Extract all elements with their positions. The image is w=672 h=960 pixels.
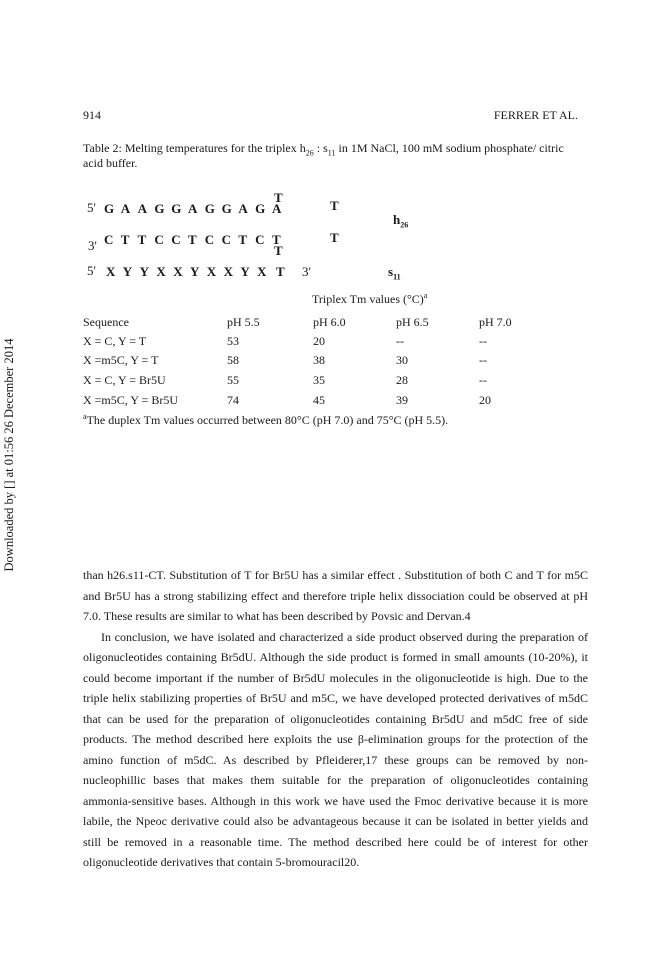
- table-cell-ph65: 30: [396, 353, 408, 367]
- strand3-base: X: [257, 264, 267, 279]
- page-number: 914: [83, 108, 101, 122]
- caption-suffix: in 1M NaCl, 100 mM sodium phosphate/ citric acid buffer.: [83, 141, 564, 170]
- strand2-base: T: [238, 232, 248, 247]
- strand2-base: T: [120, 232, 130, 247]
- body-paragraph-2: In conclusion, we have isolated and characterized a side product observed during the preparation of oligonucleotides containing Br5dU. Although the side product is formed in small amounts (10-20%), it could become important if the number of Br5dU molecules in the oligonucleotide is high. Due to the triple helix stabilizing properties of Br5U and m5C, we have developed protected derivatives of m5dC that can be used for the preparation of oligonucleotides containing Br5dU and m5dC free of side products. The method described here exploits the use β-elimination groups for the protection of the amino function of m5dC. As described by Pfleiderer,17 these groups can be removed by non-nucleophillic bases that makes them suitable for the preparation of oligonucleotides containing ammonia-sensitive bases. Although in this work we have used the Fmoc derivative because it is more labile, the Npeoc derivative could also be advantageous because it can be isolated in better yields and still be removed in a reasonable time. The method described here could be of interest for other oligonucleotide derivatives that contain 5-bromouracil20.: [83, 629, 588, 869]
- strand2-3prime: 3': [88, 238, 97, 253]
- strand3-base: X: [206, 264, 217, 279]
- table-cell-ph70: --: [479, 373, 487, 387]
- strand3-base: X: [173, 264, 183, 279]
- strand3-base: Y: [139, 264, 149, 279]
- col-header-ph60: pH 6.0: [313, 315, 346, 329]
- strand1-base: G: [171, 201, 182, 216]
- table-cell-ph60: 35: [313, 373, 325, 387]
- strand3-base: X: [156, 264, 166, 279]
- strand1-base: G: [255, 201, 266, 216]
- strand2-base: C: [171, 232, 181, 247]
- strand2-base: T: [137, 232, 147, 247]
- body-text: [83, 565, 588, 873]
- caption-mid: : s: [313, 141, 328, 155]
- table-cell-sequence: X =m5C, Y = T: [83, 353, 159, 367]
- strand3-base: X: [223, 264, 233, 279]
- table-cell-ph65: --: [396, 334, 404, 348]
- table-cell-ph70: --: [479, 334, 487, 348]
- caption-sub-26: 26: [305, 148, 314, 158]
- loop-right-t2: T: [330, 230, 339, 245]
- table-cell-ph60: 45: [313, 393, 325, 407]
- strand3-5prime: 5': [87, 263, 96, 278]
- table-cell-ph70: --: [479, 353, 487, 367]
- col-header-ph55: pH 5.5: [227, 315, 260, 329]
- strand3-base: Y: [240, 264, 250, 279]
- strand1-base: A: [137, 201, 147, 216]
- loop-bottom-t: T: [274, 243, 283, 258]
- running-head: FERRER ET AL.: [493, 108, 578, 122]
- table-cell-ph55: 74: [227, 393, 239, 407]
- strand1-base: A: [238, 201, 248, 216]
- strand1-base: G: [221, 201, 232, 216]
- strand2-base: C: [154, 232, 164, 247]
- body-paragraph-1: than h26.s11-CT. Substitution of T for Br5U has a similar effect . Substitution of both C and T for m5C and Br5U has a strong stabilizing effect and therefore triple helix dissociation could be observed at pH 7.0. These results are similar to what has been described by Povsic and Dervan.4: [83, 568, 588, 623]
- table-cell-sequence: X =m5C, Y = Br5U: [83, 393, 178, 407]
- strand1-base: G: [204, 201, 215, 216]
- s11-label: $s_{11}$: [388, 264, 401, 282]
- loop-right-t1: T: [330, 198, 339, 213]
- table-footnote: $^a$The duplex Tm values occurred between 80°C (pH 7.0) and 75°C (pH 5.5).: [83, 412, 449, 427]
- table-cell-sequence: X = C, Y = T: [83, 334, 147, 348]
- strand3-base: Y: [122, 264, 133, 279]
- tm-header: Triplex Tm values $(^\circ C)^a$: [312, 291, 428, 306]
- strand1-base: G: [154, 201, 165, 216]
- strand1-base: A: [271, 201, 282, 216]
- strand3-base: X: [106, 264, 116, 279]
- col-header-ph65: pH 6.5: [396, 315, 429, 329]
- table-cell-ph55: 58: [227, 353, 239, 367]
- strand1-5prime: 5': [87, 200, 96, 215]
- table-cell-ph70: 20: [479, 393, 491, 407]
- table-cell-sequence: X = C, Y = Br5U: [83, 373, 166, 387]
- col-header-ph70: pH 7.0: [479, 315, 512, 329]
- h26-label: $h_{26}$: [393, 212, 409, 230]
- strand3-base: Y: [189, 264, 200, 279]
- col-header-sequence: Sequence: [83, 315, 129, 329]
- table-cell-ph55: 53: [227, 334, 239, 348]
- strand1-base: G: [104, 201, 115, 216]
- strand3-t: T: [276, 264, 285, 279]
- loop-top-t: T: [274, 190, 283, 205]
- caption-sub-11: 11: [327, 148, 336, 158]
- strand2-base: T: [187, 232, 197, 247]
- strand2-base: C: [221, 232, 231, 247]
- strand1-base: A: [187, 201, 198, 216]
- strand2-base: C: [104, 232, 114, 247]
- table-cell-ph60: 38: [313, 353, 325, 367]
- table-cell-ph60: 20: [313, 334, 325, 348]
- strand2-base: T: [271, 232, 281, 247]
- table-cell-ph65: 28: [396, 373, 408, 387]
- download-note-text: Downloaded by [] at 01:56 26 December 2014: [2, 338, 16, 572]
- strand3-3prime: 3': [302, 264, 311, 279]
- table-cell-ph55: 55: [227, 373, 239, 387]
- strand2-base: C: [255, 232, 265, 247]
- strand1-base: A: [120, 201, 131, 216]
- table-cell-ph65: 39: [396, 393, 408, 407]
- strand2-base: C: [204, 232, 215, 247]
- caption-prefix: Table 2: Melting temperatures for the triplex h: [83, 141, 306, 155]
